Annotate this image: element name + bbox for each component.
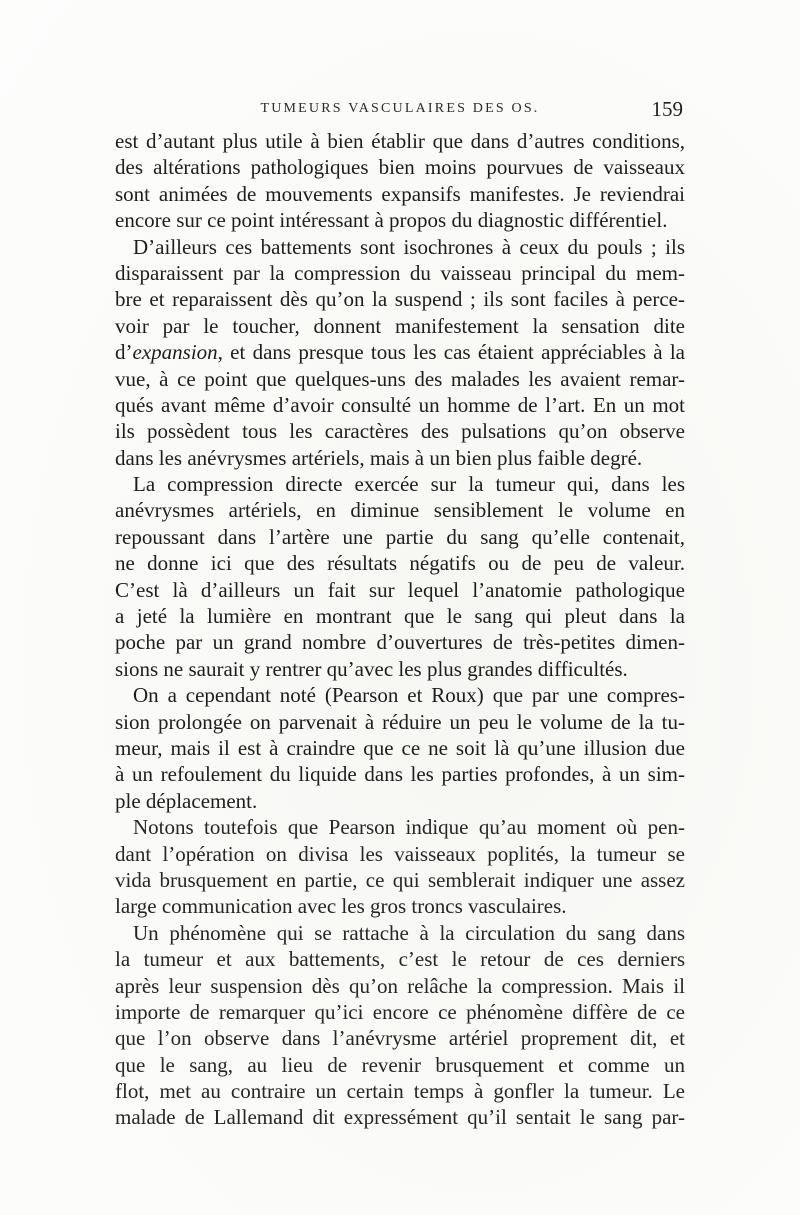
text-line: voir par le toucher, donnent manifestement la sensation dite (115, 313, 685, 338)
text-line: D’ailleurs ces battements sont isochrones à ceux du pouls ; ils (133, 234, 685, 259)
text-line: des altérations pathologiques bien moins pourvues de vaisseaux (115, 155, 685, 180)
text-line: malade de Lallemand dit expressément qu’il sentait le sang par- (115, 1105, 685, 1130)
text-line: sont animées de mouvements expansifs manifestes. Je reviendrai (115, 181, 685, 206)
text-line: dans les anévrysmes artériels, mais à un bien plus faible degré. (115, 445, 643, 470)
page-number: 159 (651, 97, 683, 121)
text-line: importe de remarquer qu’ici encore ce phénomène diffère de ce (115, 999, 685, 1024)
text-line: Notons toutefois que Pearson indique qu’au moment où pen- (133, 815, 685, 840)
text-line: On a cependant noté (Pearson et Roux) que par une compres- (133, 683, 685, 708)
text-line: anévrysmes artériels, en diminue sensiblement le volume en (115, 498, 685, 523)
text-line: encore sur ce point intéressant à propos du diagnostic différentiel. (115, 208, 668, 233)
text-line: vida brusquement en partie, ce qui semblerait indiquer une assez (115, 867, 685, 892)
text-line: vue, à ce point que quelques-uns des malades les avaient remar- (115, 366, 685, 391)
text-line: ils possèdent tous les caractères des pulsations qu’on observe (115, 419, 685, 444)
text-line: poche par un grand nombre d’ouvertures de très-petites dimen- (115, 630, 685, 655)
text-line-with-italic (115, 339, 685, 365)
text-line: dant l’opération on divisa les vaisseaux poplités, la tumeur se (115, 841, 685, 866)
text-line: C’est là d’ailleurs un fait sur lequel l’anatomie pathologique (115, 577, 685, 602)
text-line: a jeté la lumière en montrant que le sang qui pleut dans la (115, 604, 685, 629)
text-segment: d’ (115, 340, 133, 365)
text-line: ple déplacement. (115, 788, 258, 813)
text-line: la tumeur et aux battements, c’est le retour de ces derniers (115, 947, 685, 972)
text-line: que le sang, au lieu de revenir brusquement et comme un (115, 1052, 685, 1077)
italic-term: expansion (132, 340, 218, 365)
text-line: sions ne saurait y rentrer qu’avec les plus grandes difficultés. (115, 656, 628, 681)
text-line: La compression directe exercée sur la tumeur qui, dans les (133, 472, 685, 497)
text-line: Un phénomène qui se rattache à la circulation du sang dans (133, 920, 685, 945)
text-line: meur, mais il est à craindre que ce ne soit là qu’une illusion due (115, 735, 685, 760)
text-line: ne donne ici que des résultats négatifs ou de peu de valeur. (115, 551, 685, 576)
running-title: TUMEURS VASCULAIRES DES OS. (260, 101, 540, 116)
text-line: bre et reparaissent dès qu’on la suspend ; ils sont faciles à perce- (115, 287, 685, 312)
text-line: repoussant dans l’artère une partie du sang qu’elle contenait, (115, 524, 685, 549)
text-line: après leur suspension dès qu’on relâche la compression. Mais il (115, 973, 685, 998)
running-head (117, 97, 683, 125)
text-line: large communication avec les gros troncs vasculaires. (115, 894, 567, 919)
text-line: est d’autant plus utile à bien établir que dans d’autres conditions, (115, 129, 685, 153)
text-line: flot, met au contraire un certain temps à gonfler la tumeur. Le (115, 1079, 685, 1104)
text-body (115, 128, 685, 1131)
text-line: que l’on observe dans l’anévrysme artériel proprement dit, et (115, 1026, 685, 1051)
text-line: disparaissent par la compression du vaisseau principal du mem- (115, 260, 685, 285)
text-line: sion prolongée on parvenait à réduire un peu le volume de la tu- (115, 709, 685, 734)
text-line: qués avant même d’avoir consulté un homme de l’art. En un mot (115, 392, 685, 417)
text-segment: , et dans presque tous les cas étaient appréciables à la (217, 340, 685, 365)
text-line: à un refoulement du liquide dans les parties profondes, à un sim- (115, 762, 685, 787)
